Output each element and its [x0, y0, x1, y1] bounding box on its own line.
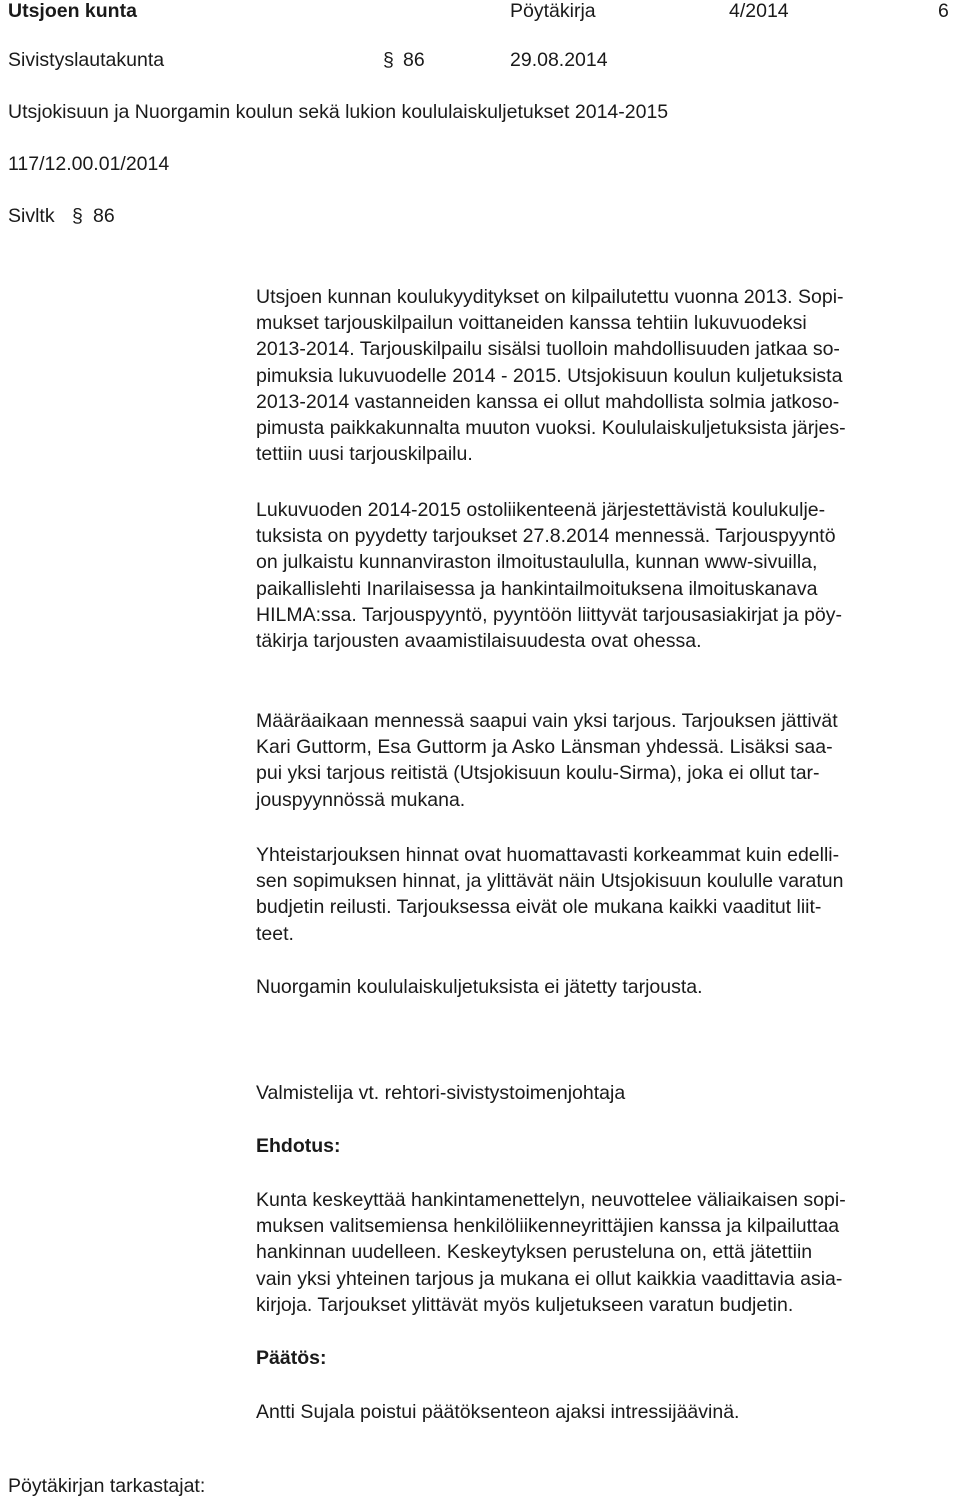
decision-heading: Päätös: — [256, 1347, 327, 1369]
preparer: Valmistelija vt. rehtori-sivistystoimenjohtaja — [256, 1082, 626, 1104]
record-id: 117/12.00.01/2014 — [8, 153, 170, 175]
paragraph-prices: Yhteistarjouksen hinnat ovat huomattavasti korkeammat kuin edelli- sen sopimuksen hinnat, ja ylittävät näin Utsjokisuun koululle varatun budjetin reilusti. Tarjouksessa eivät ole mukana kaikki vaaditut liit- teet. — [256, 844, 844, 945]
board-name: Sivistyslautakunta — [8, 49, 165, 71]
paragraph-background: Utsjoen kunnan koulukyyditykset on kilpailutettu vuonna 2013. Sopi- mukset tarjouskilpailun voittaneiden kanssa tehtiin lukuvuodeksi 2013-2014. Tarjouskilpailu sisälsi tuolloin mahdollisuuden jatkaa so- pimuksia lukuvuodelle 2014 - 2015. Utsjokisuun koulun kuljetuksista 2013-2014 vastanneiden kanssa ei ollut mahdollista solmia jatkoso- pimusta paikkakunnalta muuton vuoksi. Koululaiskuljetuksista järjes- tettiin uusi tarjouskilpailu. — [256, 286, 846, 466]
document-number: 4/2014 — [729, 0, 789, 22]
meeting-date: 29.08.2014 — [510, 49, 608, 71]
document-type: Pöytäkirja — [510, 0, 596, 22]
reference-number: 86 — [93, 205, 115, 227]
page-number: 6 — [938, 0, 949, 22]
proposal-heading: Ehdotus: — [256, 1135, 341, 1157]
reference-label: Sivltk — [8, 205, 55, 227]
paragraph-received-tenders: Määräaikaan mennessä saapui vain yksi tarjous. Tarjouksen jättivät Kari Guttorm, Esa Guttorm ja Asko Länsman yhdessä. Lisäksi saa- pui yksi tarjous reitistä (Utsjokisuun koulu-Sirma), joka ei ollut tar- jouspyynnössä mukana. — [256, 710, 838, 811]
reference-symbol: § — [72, 205, 83, 227]
paragraph-nuorgam: Nuorgamin koululaiskuljetuksista ei jätetty tarjousta. — [256, 976, 703, 998]
proposal-text: Kunta keskeyttää hankintamenettelyn, neuvottelee väliaikaisen sopi- muksen valitsemiensa henkilöliikenneyrittäjien kanssa ja kilpailuttaa hankinnan uudelleen. Keskeytyksen perusteluna on, että jätettiin vain yksi yhteinen tarjous ja mukana ei ollut kaikkia vaadittavia asia- kirjoja. Tarjoukset ylittävät myös kuljetukseen varatun budjetin. — [256, 1189, 846, 1316]
reviewers-label: Pöytäkirjan tarkastajat: — [8, 1475, 206, 1497]
section-number: 86 — [403, 49, 425, 71]
matter-title: Utsjokisuun ja Nuorgamin koulun sekä lukion koululaiskuljetukset 2014-2015 — [8, 101, 669, 123]
decision-text: Antti Sujala poistui päätöksenteon ajaksi intressijäävinä. — [256, 1401, 740, 1423]
section-symbol: § — [383, 49, 394, 71]
municipality-name: Utsjoen kunta — [8, 0, 137, 22]
paragraph-tender-request: Lukuvuoden 2014-2015 ostoliikenteenä järjestettävistä koulukulje- tuksista on pyydetty tarjoukset 27.8.2014 mennessä. Tarjouspyyntö on julkaistu kunnanviraston ilmoitustaululla, kunnan www-sivuilla, paikallislehti Inarilaisessa ja hankintailmoituksena ilmoituskanava HILMA:ssa. Tarjouspyyntö, pyyntöön liittyvät tarjousasiakirjat ja pöy- täkirja tarjousten avaamistilaisuudesta ovat ohessa. — [256, 499, 842, 653]
